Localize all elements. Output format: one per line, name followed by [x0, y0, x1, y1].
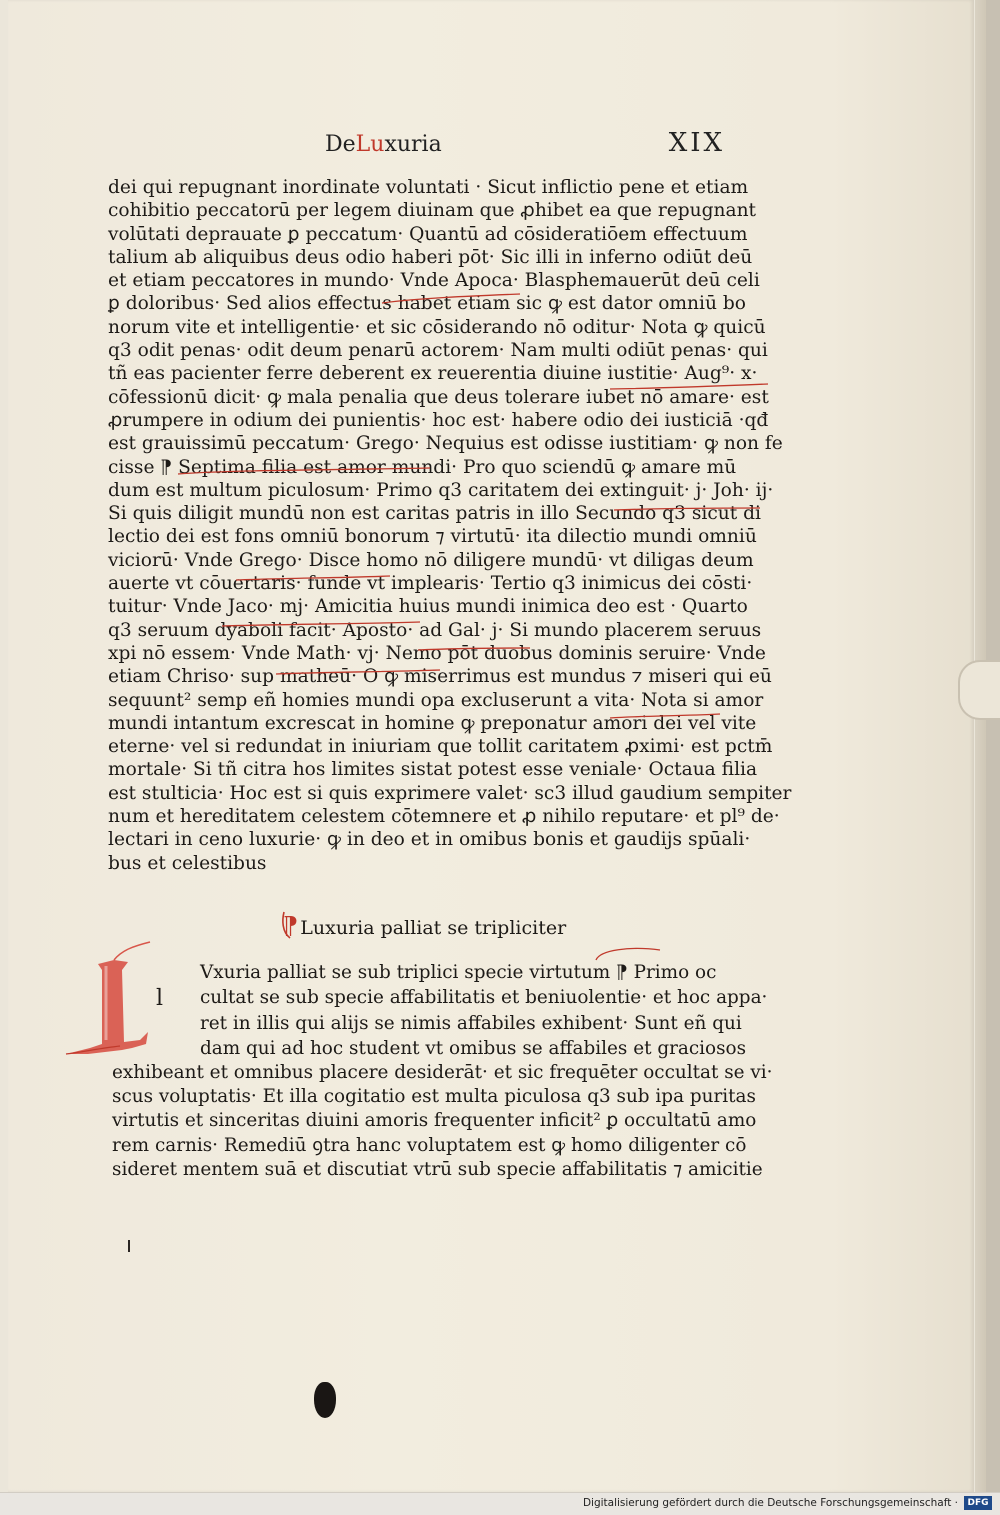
text-line: exhibeant et omnibus placere desiderāt· et sic frequēter occultat se vi· [112, 1062, 773, 1083]
page-tab-notch [958, 660, 1000, 720]
text-line: dum est multum piculosum· Primo q3 caritatem dei extinguit· j· Joh· ij· [108, 479, 774, 501]
ink-blot [314, 1382, 336, 1418]
text-line: lectio dei est fons omniū bonorum ⁊ virtutū· ita dilectio mundi omniū [108, 526, 757, 548]
text-line: q3 odit penas· odit deum penarū actorem· Nam multi odiūt penas· qui [108, 340, 768, 362]
text-line: cōfessionū dicit· ꝙ mala penalia que deus tolerare iubet nō amare· est [108, 386, 769, 408]
paragraph-mark-icon: ⁋ [283, 912, 299, 940]
text-line: etiam Chriso· sup matheū· O ꝙ miserrimus est mundus ⁊ miseri qui eū [108, 666, 772, 688]
running-title [325, 132, 442, 157]
text-line: norum vite et intelligentie· et sic cōsiderando nō oditur· Nota ꝙ quicū [108, 316, 766, 338]
funding-credit: Digitalisierung gefördert durch die Deutsche Forschungsgemeinschaft · [582, 1497, 958, 1509]
text-line: virtutis et sinceritas diuini amoris frequenter inficit² ꝑ occultatū amo [112, 1110, 757, 1132]
text-line: est grauissimū peccatum· Grego· Nequius est odisse iustitiam· ꝙ non fe [108, 433, 783, 455]
full-paragraph [112, 1061, 773, 1182]
text-line: et etiam peccatores in mundo· Vnde Apoca· Blasphemauerūt deū celi [108, 270, 760, 292]
section-heading-text: Luxuria palliat se tripliciter [300, 917, 567, 939]
text-line: ꝑ doloribus· Sed alios effectus habet etiam sic ꝙ est dator omniū bo [108, 293, 746, 315]
scanner-margin [986, 0, 1000, 1492]
text-line: talium ab aliquibus deus odio haberi pōt· Sic illi in inferno odiūt deū [108, 246, 753, 268]
text-line: viciorū· Vnde Grego· Disce homo nō diligere mundū· vt diligas deum [108, 549, 754, 571]
decorated-initial [62, 936, 162, 1066]
text-line: scus voluptatis· Et illa cogitatio est multa piculosa q3 sub ipa puritas [112, 1086, 756, 1108]
text-line: est stulticia· Hoc est si quis exprimere valet· sc3 illud gaudium sempiter [108, 782, 792, 804]
red-initial-l-icon [62, 936, 162, 1066]
text-line: cohibitio peccatorū per legem diuinam que ꝓhibet ea que repugnant [108, 200, 757, 222]
text-line: tñ eas pacienter ferre deberent ex reuerentia diuine iustitie· Aug⁹· x· [108, 363, 758, 385]
text-line: dei qui repugnant inordinate voluntati · Sicut inflictio pene et etiam [108, 177, 749, 198]
guide-letter: l [156, 986, 164, 1011]
text-line: cisse ⁋ Septima filia est amor mundi· Pro quo sciendū ꝙ amare mū [108, 456, 737, 478]
text-line: Vxuria palliat se sub triplici specie virtutum ⁋ Primo oc [200, 962, 717, 983]
text-line: mundi intantum excrescat in homine ꝙ preponatur amori dei vel vite [108, 712, 757, 734]
text-line: cultat se sub specie affabilitatis et beniuolentie· et hoc appa· [200, 987, 768, 1009]
running-header [325, 128, 725, 162]
text-line: lectari in ceno luxurie· ꝙ in deo et in omibus bonis et gaudijs spūali· [108, 829, 751, 851]
text-line: rem carnis· Remediū ꝯtra hanc voluptatem est ꝙ homo diligenter cō [112, 1134, 747, 1156]
folio-number: XIX [668, 128, 725, 158]
footer-bar [0, 1492, 1000, 1515]
text-line: sequunt² semp eñ homies mundi opa excluserunt a vita· Nota si amor [108, 689, 764, 711]
text-line: xpi nō essem· Vnde Math· vj· Nemo pōt duobus dominis seruire· Vnde [108, 642, 766, 664]
title-prefix: De [325, 132, 356, 157]
text-line: eterne· vel si redundat in iniuriam que tollit caritatem ꝓximi· est pctm̄ [108, 736, 773, 758]
text-line: Si quis diligit mundū non est caritas patris in illo Secundo q3 sicut di [108, 503, 761, 525]
text-line: auerte vt cōuertaris· funde vt implearis· Tertio q3 inimicus dei cōsti· [108, 573, 753, 595]
text-line: num et hereditatem celestem cōtemnere et ꝓ nihilo reputare· et pl⁹ de· [108, 806, 780, 828]
ink-speck [128, 1240, 130, 1252]
title-red-letters: Lu [355, 132, 385, 157]
title-rest: xuria [384, 132, 442, 157]
text-line: volūtati deprauate ꝑ peccatum· Quantū ad cōsideratiōem effectuum [108, 223, 748, 245]
text-line: mortale· Si tñ citra hos limites sistat potest esse veniale· Octaua filia [108, 759, 758, 781]
section-heading [283, 912, 566, 942]
indented-paragraph [200, 960, 768, 1061]
dfg-logo: DFG [964, 1496, 992, 1510]
page-edge [975, 0, 986, 1492]
text-line: ꝓrumpere in odium dei punientis· hoc est· habere odio dei iusticiā ·qđ [108, 409, 769, 431]
main-text-block [108, 176, 792, 875]
text-line: q3 seruum dyaboli facit· Aposto· ad Gal· j· Si mundo placerem seruus [108, 619, 762, 641]
text-line: bus et celestibus [108, 852, 267, 874]
text-line: ret in illis qui alijs se nimis affabiles exhibent· Sunt eñ qui [200, 1012, 742, 1034]
text-line: dam qui ad hoc student vt omibus se affabiles et graciosos [200, 1037, 747, 1059]
text-line: tuitur· Vnde Jaco· mj· Amicitia huius mundi inimica deo est · Quarto [108, 596, 748, 618]
text-line: sideret mentem suā et discutiat vtrū sub specie affabilitatis ⁊ amicitie [112, 1158, 763, 1180]
